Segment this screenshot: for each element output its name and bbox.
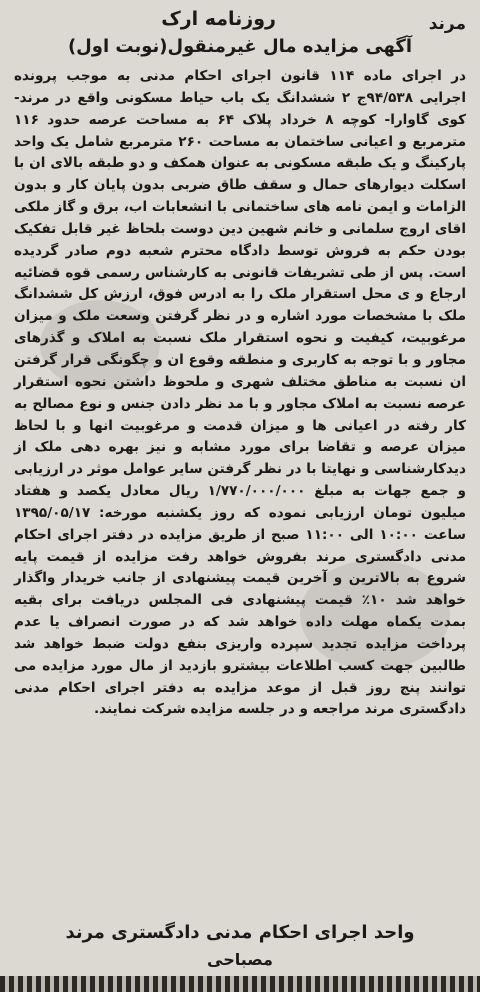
city-label: مرند bbox=[428, 14, 466, 34]
notice-title: آگهی مزایده مال غیرمنقول(نوبت اول) bbox=[67, 36, 413, 57]
newspaper-name: روزنامه ارک bbox=[161, 8, 276, 30]
notice-body: در اجرای ماده ۱۱۴ قانون اجرای احکام مدنی به موجب پرونده اجرایی ۹۴/۵۳۸ج ۲ ششدانگ یک باب حیاط مسکونی واقع در مرند- کوی گاوارا- کوچه ۸ خرداد پلاک ۶۴ به مساحت عرصه حدود ۱۱۶ مترمربع و اعیانی ساختمان به مساحت ۲۶۰ مترمربع شامل یک واحد پارکینگ و یک طبقه مسکونی به عنوان همکف و دو طبقه بالای ان با اسکلت دیوارهای حمال و سقف طاق ضربی بدون پایان کار و بدون الزامات و ایمن نامه های ساختمانی با انشعابات اب، برق و گاز ملکی اقای اروج سلمانی و خانم شهین دین دوست بلحاظ غیر قابل تفکیک بودن حکم به فروش توسط دادگاه محترم شعبه دوم صادر گردیده است. پس از طی تشریفات قانونی به کارشناس رسمی قوه قضائیه ارجاع و ی محل استقرار ملک را به ادرس فوق، ارزش کل ششدانگ ملک با مشخصات مورد اشاره و در نظر گرفتن وسعت ملک و میزان مرغوبیت، کیفیت و نحوه استقرار ملک نسبت به املاک و گذرهای مجاور و با توجه به کاربری و منطقه وقوع ان و چگونگی قرار گرفتن ان نسبت به مناطق مختلف شهری و ملحوظ داشتن نحوه استقرار عرصه نسبت به املاک مجاور و با مد نظر دادن جنس و نوع مصالح به کار رفته در اعیانی ها و میزان قدمت و مرغوبیت انها و با لحاظ میزان عرصه و تقاضا برای مورد مشابه و نیز بهره دهی ملک از دیدکارشناسی و نهایتا با در نظر گرفتن سایر عوامل موثر در ارزیابی و جمع جهات به مبلغ ۱/۷۷۰/۰۰۰/۰۰۰ ریال معادل یکصد و هفتاد میلیون تومان ارزیابی نموده که روز یکشنبه مورخه: ۱۳۹۵/۰۵/۱۷ ساعت ۱۰:۰۰ الی ۱۱:۰۰ صبح از طریق مزایده در دفتر اجرای احکام مدنی دادگستری مرند بفروش خواهد رفت مزایده از قیمت پایه شروع به بالاترین و آخرین قیمت پیشنهادی از جانب خریدار واگذار خواهد شد ۱۰٪ قیمت پیشنهادی فی المجلس دریافت برای بقیه بمدت یکماه مهلت داده خواهد شد که در صورت انصراف یا عدم پرداخت مزایده تجدید سپرده واریزی بنفع دولت ضبط خواهد شد طالبین جهت کسب اطلاعات بیشترو بازدید از مال مورد مزایده می توانند پنج روز قبل از موعد مزایده به دفتر اجرای احکام مدنی دادگستری مرند مراجعه و در جلسه مزایده شرکت نمایند. bbox=[14, 68, 467, 718]
signatory-name: مصباحی bbox=[207, 950, 273, 969]
torn-edge bbox=[0, 976, 480, 992]
issuing-office: واحد اجرای احکام مدنی دادگستری مرند bbox=[65, 922, 415, 943]
clipping-header bbox=[14, 8, 466, 36]
